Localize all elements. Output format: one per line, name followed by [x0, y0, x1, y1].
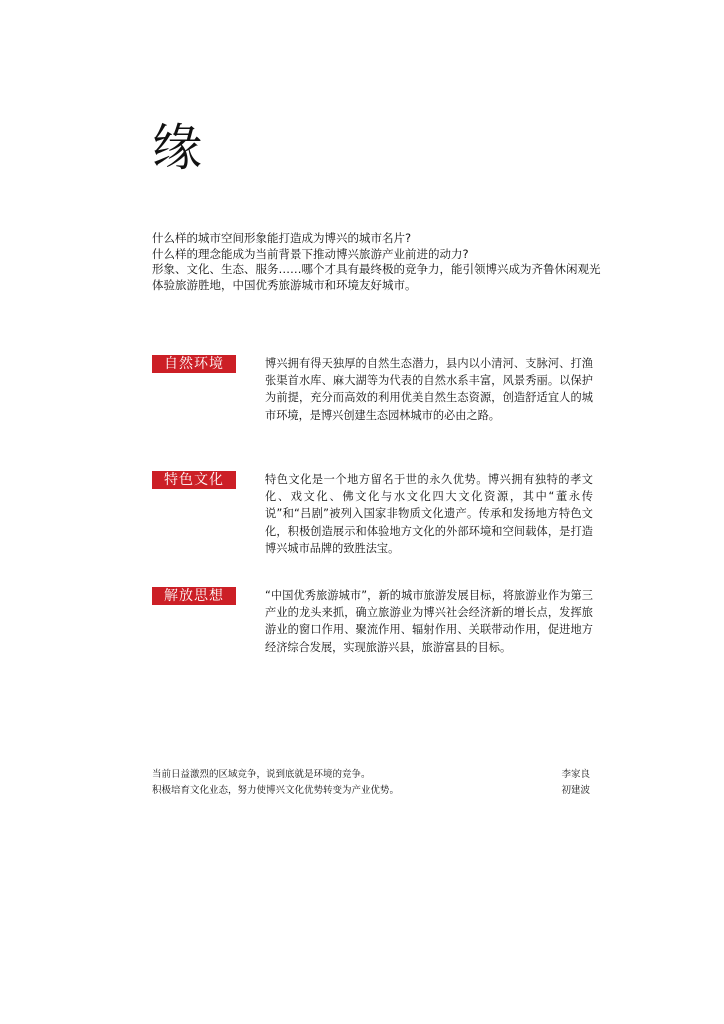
- section-tag: 自然环境: [152, 355, 236, 373]
- attribution-name: 初建波: [561, 784, 590, 796]
- section-tag: 特色文化: [152, 471, 236, 489]
- section-text: 博兴拥有得天独厚的自然生态潜力，县内以小清河、支脉河、打渔张渠首水库、麻大湖等为代表的自然水系丰富，风景秀丽。以保护为前提，充分而高效的利用优美自然生态资源，创造舒适宜人的城市环境，是博兴创建生态园林城市的必由之路。: [265, 357, 593, 422]
- attribution-name: 李家良: [561, 769, 590, 780]
- quote-list: [152, 767, 512, 798]
- intro-line: 什么样的城市空间形象能打造成为博兴的城市名片?: [152, 231, 412, 245]
- intro-line: 形象、文化、生态、服务……哪个才具有最终极的竞争力，能引领博兴成为齐鲁休闲观光体验旅游胜地，中国优秀旅游城市和环境友好城市。: [152, 262, 601, 292]
- quote-line: 当前日益激烈的区域竞争，说到底就是环境的竞争。: [152, 769, 371, 780]
- page-title: 缘: [152, 119, 202, 177]
- section-tag: 解放思想: [152, 587, 236, 605]
- intro-line: 什么样的理念能成为当前背景下推动博兴旅游产业前进的动力?: [152, 246, 469, 261]
- attribution-list: [530, 767, 590, 798]
- section-text: 特色文化是一个地方留名于世的永久优势。博兴拥有独特的孝文化、戏文化、佛文化与水文化四大文化资源，其中“董永传说”和“吕剧”被列入国家非物质文化遗产。传承和发扬地方特色文化，积极创造展示和体验地方文化的外部环境和空间载体，是打造博兴城市品牌的致胜法宝。: [265, 473, 593, 555]
- intro-paragraph: [152, 231, 602, 293]
- section-text: “中国优秀旅游城市”，新的城市旅游发展目标，将旅游业作为第三产业的龙头来抓，确立旅游业为博兴社会经济新的增长点，发挥旅游业的窗口作用、聚流作用、辐射作用、关联带动作用，促进地方经济综合发展，实现旅游兴县，旅游富县的目标。: [265, 589, 593, 654]
- quote-line: 积极培育文化业态，努力使博兴文化优势转变为产业优势。: [152, 784, 400, 796]
